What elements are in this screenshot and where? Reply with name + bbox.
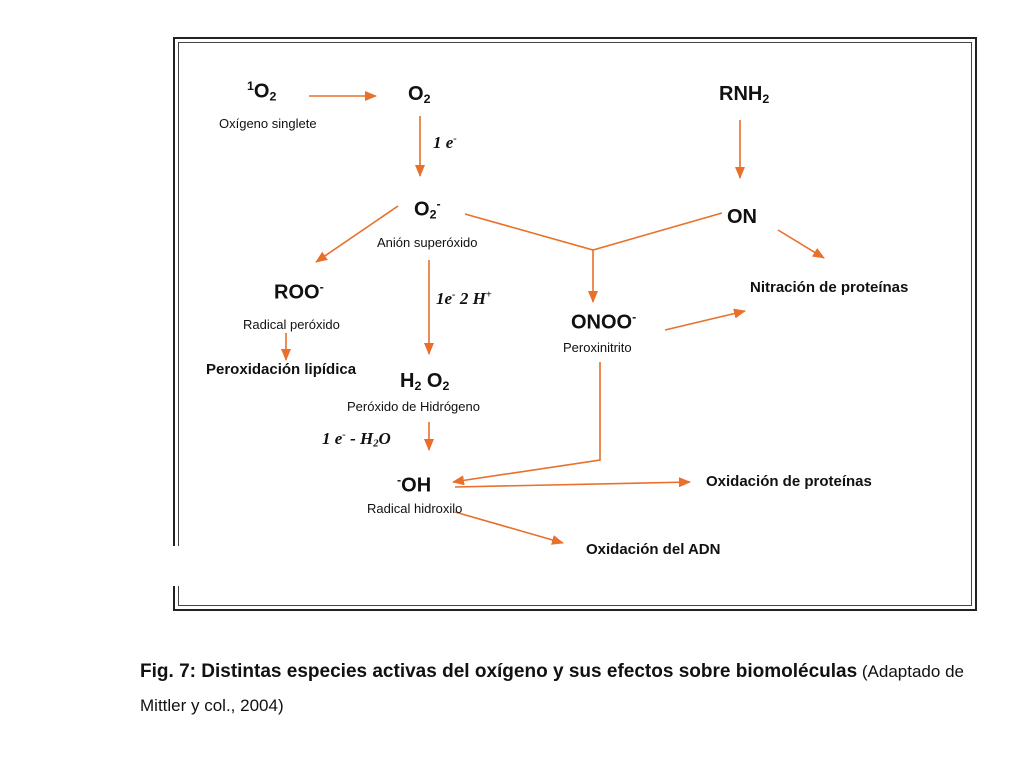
figure-caption bbox=[140, 655, 964, 723]
arrow-onoo-to-nitration bbox=[665, 311, 745, 330]
hydroxyl-formula: -OH bbox=[397, 473, 432, 497]
arrow-onoo-to-oh bbox=[453, 362, 600, 482]
arrow-superoxide-to-roo bbox=[316, 206, 398, 262]
singlet-oxygen-formula: $^1O_2$ bbox=[247, 79, 277, 104]
caption-title: Fig. 7: Distintas especies activas del oxígeno y sus efectos sobre biomoléculas bbox=[140, 661, 858, 682]
hydrogen-peroxide-label: Peróxido de Hidrógeno bbox=[347, 399, 480, 414]
label-one-electron-water: 1 $e^- - H_2O$ bbox=[322, 429, 391, 450]
lipid-peroxidation: Peroxidación lipídica bbox=[206, 361, 357, 378]
nitric-oxide-formula: ON bbox=[727, 206, 757, 228]
peroxyl-formula: ROO- bbox=[274, 280, 324, 304]
arrow-oh-to-dna-oxidation bbox=[455, 512, 563, 543]
hydrogen-peroxide-formula: $H_2$ $O_2$ bbox=[400, 370, 450, 394]
label-one-electron: 1 e- bbox=[433, 133, 457, 152]
hydroxyl-label: Radical hidroxilo bbox=[367, 501, 463, 516]
oxygen-formula: $O_2$ bbox=[408, 83, 431, 107]
label-one-electron-two-protons: 1e- 2 H+ bbox=[436, 289, 492, 308]
peroxyl-label: Radical peróxido bbox=[243, 317, 340, 332]
peroxynitrite-formula: ONOO- bbox=[571, 310, 637, 334]
arrow-on-to-nitration bbox=[778, 230, 824, 258]
superoxide-label: Anión superóxido bbox=[377, 235, 478, 250]
superoxide-formula: $O_2^-$ bbox=[414, 197, 441, 222]
protein-nitration: Nitración de proteínas bbox=[750, 279, 909, 296]
caption-source: (Adaptado de Mittler y col., 2004) bbox=[140, 662, 964, 715]
arrow-superoxide-merge bbox=[465, 213, 722, 250]
dna-oxidation: Oxidación del ADN bbox=[586, 541, 721, 558]
peroxynitrite-label: Peroxinitrito bbox=[563, 340, 632, 355]
protein-oxidation: Oxidación de proteínas bbox=[706, 473, 872, 490]
arrow-oh-to-protein-oxidation bbox=[455, 482, 690, 487]
rnh2-formula: $RNH_2$ bbox=[719, 83, 770, 107]
singlet-oxygen-label: Oxígeno singlete bbox=[219, 116, 317, 131]
